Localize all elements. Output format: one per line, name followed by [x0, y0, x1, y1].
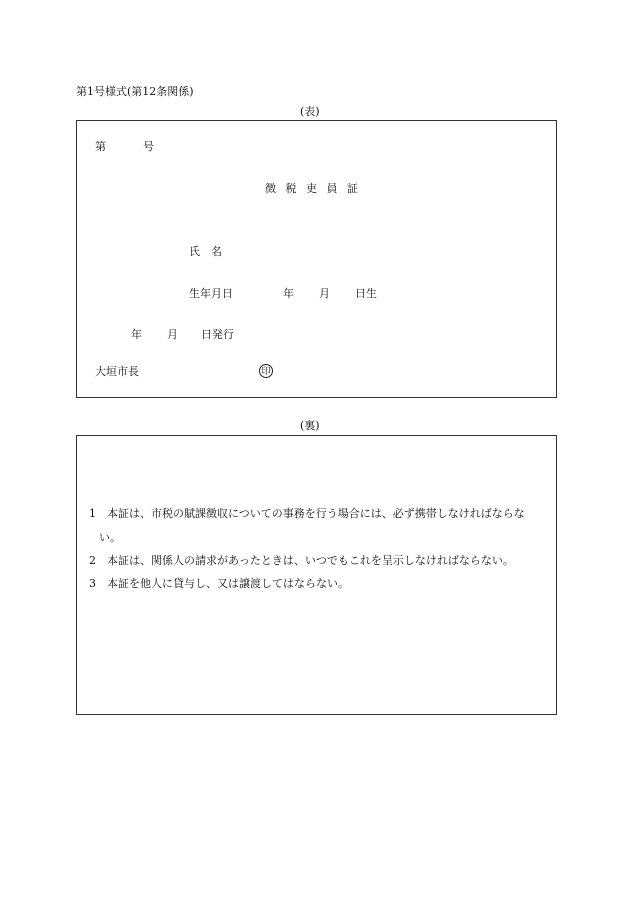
birth-day: 日生: [355, 287, 377, 300]
front-card: [76, 120, 557, 398]
item-1-num: 1: [89, 507, 96, 520]
birth-label: 生年月日: [189, 287, 233, 300]
issue-day: 日発行: [201, 328, 234, 341]
item-2-text: 本証は、関係人の請求があったときは、いつでもこれを呈示しなければならない。: [107, 554, 514, 567]
seal-stamp: 印: [259, 364, 273, 378]
back-caption: (裏): [300, 419, 320, 432]
issue-year: 年: [131, 328, 142, 341]
item-1-cont: い。: [99, 531, 121, 544]
item-2-num: 2: [89, 554, 96, 567]
front-caption: (表): [300, 105, 320, 118]
birth-month: 月: [319, 287, 330, 300]
name-label: 氏 名: [189, 245, 222, 258]
issuer: 大垣市長: [95, 365, 139, 378]
issue-month: 月: [167, 328, 178, 341]
item-3-text: 本証を他人に貸与し、又は譲渡してはならない。: [107, 577, 349, 590]
back-card: [76, 435, 557, 715]
item-1-text: 本証は、市税の賦課徴収についての事務を行う場合には、必ず携帯しなければならな: [107, 507, 525, 520]
birth-year: 年: [283, 287, 294, 300]
form-label: 第1号様式(第12条関係): [76, 85, 194, 98]
number-prefix: 第: [95, 140, 106, 153]
item-3-num: 3: [89, 577, 96, 590]
number-suffix: 号: [143, 140, 154, 153]
card-title: 徴 税 吏 員 証: [265, 182, 361, 195]
